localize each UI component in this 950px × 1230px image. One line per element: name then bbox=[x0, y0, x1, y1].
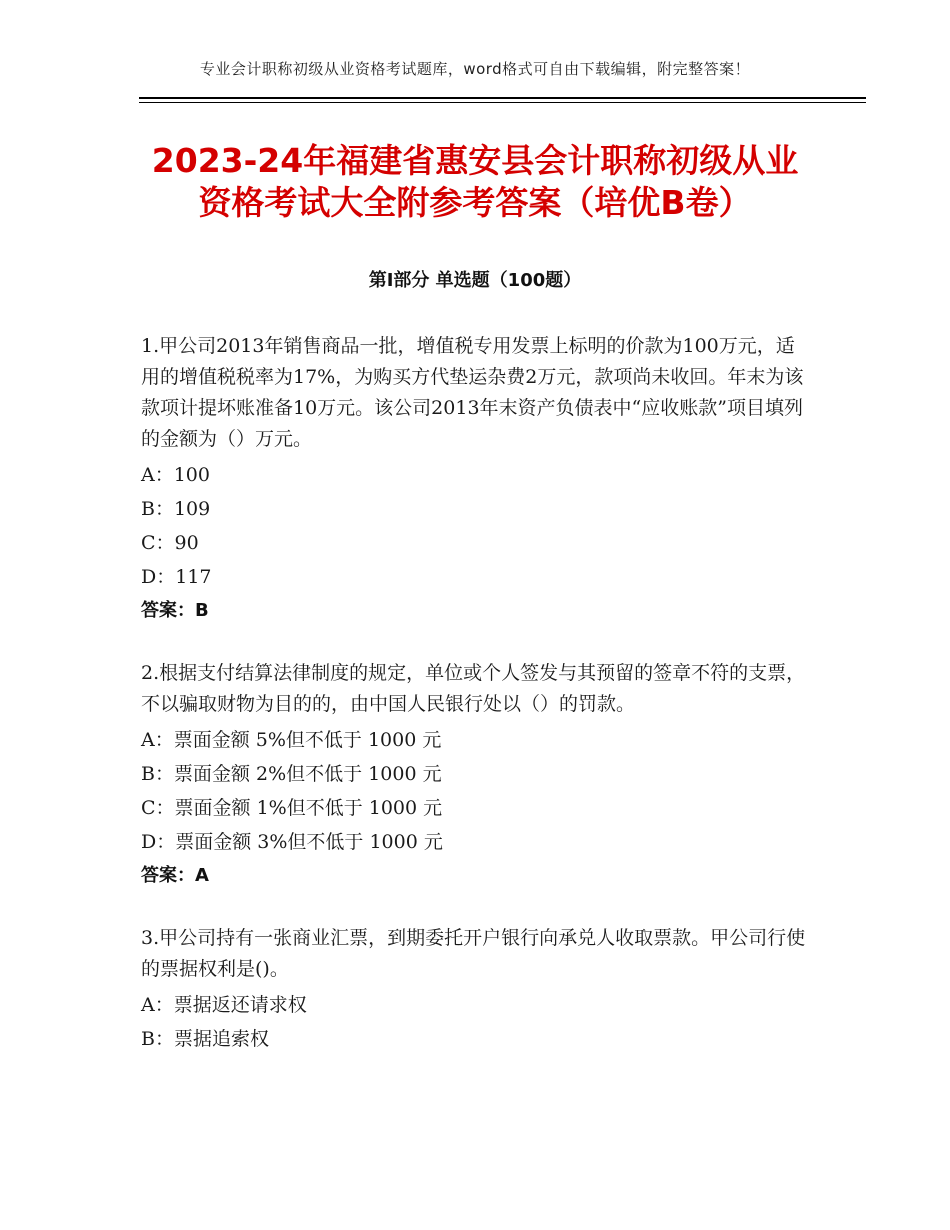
option-a: A：票面金额 5%但不低于 1000 元 bbox=[141, 729, 442, 751]
header-rule-thin bbox=[139, 102, 866, 103]
option-b: B：票面金额 2%但不低于 1000 元 bbox=[141, 763, 442, 785]
question-stem: 2.根据支付结算法律制度的规定，单位或个人签发与其预留的签章不符的支票， 不以骗取财物为目的的，由中国人民银行处以（）的罚款。 bbox=[141, 662, 806, 715]
question-2 bbox=[141, 658, 811, 893]
option-c: C：90 bbox=[141, 532, 199, 554]
option-d: D：117 bbox=[141, 566, 212, 588]
option-c: C：票面金额 1%但不低于 1000 元 bbox=[141, 797, 443, 819]
answer-label: 答案：B bbox=[141, 600, 209, 621]
question-1 bbox=[141, 331, 811, 628]
question-list bbox=[141, 331, 811, 1086]
header-note: 专业会计职称初级从业资格考试题库，word格式可自由下载编辑，附完整答案！ bbox=[199, 60, 751, 78]
title-line-2: 资格考试大全附参考答案（培优B卷） bbox=[198, 183, 752, 222]
header-rule-thick bbox=[139, 97, 866, 99]
question-stem: 1.甲公司2013年销售商品一批，增值税专用发票上标明的价款为100万元，适用的增值税税率为17%，为购买方代垫运杂费2万元，款项尚未收回。年末为该款项计提坏账准备10万元。该公司2013年末资产负债表中“应收账款”项目填列的金额为（）万元。 bbox=[141, 335, 804, 450]
section-heading: 第Ⅰ部分 单选题（100题） bbox=[368, 270, 582, 291]
question-3 bbox=[141, 923, 811, 1056]
option-b: B：票据追索权 bbox=[141, 1028, 269, 1050]
document-title bbox=[0, 140, 950, 224]
option-d: D：票面金额 3%但不低于 1000 元 bbox=[141, 831, 443, 853]
option-a: A：票据返还请求权 bbox=[141, 994, 307, 1016]
answer-label: 答案：A bbox=[141, 865, 209, 886]
option-b: B：109 bbox=[141, 498, 211, 520]
question-stem: 3.甲公司持有一张商业汇票，到期委托开户银行向承兑人收取票款。甲公司行使的票据权利是()。 bbox=[141, 927, 806, 980]
option-a: A：100 bbox=[141, 464, 210, 486]
title-line-1: 2023-24年福建省惠安县会计职称初级从业 bbox=[151, 141, 799, 180]
